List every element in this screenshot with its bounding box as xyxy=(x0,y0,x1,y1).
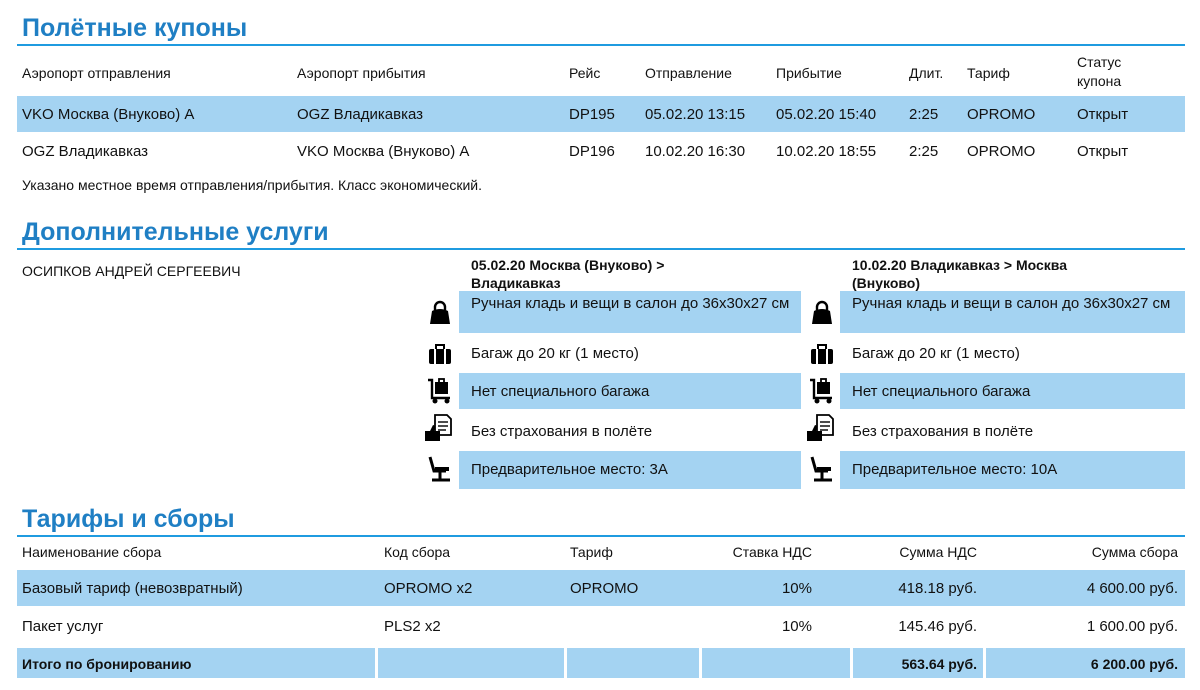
service-text: Нет специального багажа xyxy=(852,383,1031,400)
header-to: Аэропорт прибытия xyxy=(297,65,426,81)
service-text: Багаж до 20 кг (1 место) xyxy=(471,345,639,362)
coupon-arrival: 05.02.20 15:40 xyxy=(776,106,877,123)
coupon-fare: OPROMO xyxy=(967,143,1036,160)
luggage-cart-icon xyxy=(426,377,454,405)
summary-label: Итого по бронированию xyxy=(22,656,192,672)
header-duration: Длит. xyxy=(909,65,944,81)
fees-header-fare: Тариф xyxy=(570,544,613,560)
suitcase-icon xyxy=(808,340,836,368)
fee-code: PLS2 x2 xyxy=(384,618,441,635)
coupon-duration: 2:25 xyxy=(909,143,939,160)
summary-cell-bg xyxy=(567,648,699,678)
segment-route-line2: Владикавказ xyxy=(471,275,561,291)
coupon-to: OGZ Владикавказ xyxy=(297,106,424,123)
carry-on-bag-icon xyxy=(426,298,454,326)
fees-header-vat-sum: Сумма НДС xyxy=(899,544,977,560)
coupon-from: VKO Москва (Внуково) A xyxy=(22,106,195,123)
header-status-2: купона xyxy=(1077,73,1122,89)
coupon-status: Открыт xyxy=(1077,106,1129,123)
service-text: Нет специального багажа xyxy=(471,383,650,400)
fee-total: 1 600.00 руб. xyxy=(1086,618,1178,635)
insurance-document-icon xyxy=(424,414,452,442)
services-title: Дополнительные услуги xyxy=(22,218,329,246)
header-departure: Отправление xyxy=(645,65,732,81)
coupon-from: OGZ Владикавказ xyxy=(22,143,149,160)
coupon-flight: DP195 xyxy=(569,106,615,123)
insurance-document-icon xyxy=(806,414,834,442)
segment-route-line2: (Внуково) xyxy=(852,275,921,291)
summary-total: 6 200.00 руб. xyxy=(1090,656,1178,672)
header-fare: Тариф xyxy=(967,65,1010,81)
service-text: Ручная кладь и вещи в салон до 36х30х27 см xyxy=(852,295,1171,312)
summary-cell-bg xyxy=(378,648,564,678)
coupon-status: Открыт xyxy=(1077,143,1129,160)
fees-title: Тарифы и сборы xyxy=(22,505,235,533)
fee-name: Пакет услуг xyxy=(22,618,104,635)
service-text: Предварительное место: 3A xyxy=(471,461,668,478)
summary-vat-sum: 563.64 руб. xyxy=(901,656,977,672)
coupon-arrival: 10.02.20 18:55 xyxy=(776,143,877,160)
fee-code: OPROMO x2 xyxy=(384,580,473,597)
header-arrival: Прибытие xyxy=(776,65,842,81)
segment-route-line1: 05.02.20 Москва (Внуково) > xyxy=(471,257,665,273)
header-status-1: Статус xyxy=(1077,54,1122,70)
luggage-cart-icon xyxy=(808,377,836,405)
service-text: Предварительное место: 10A xyxy=(852,461,1058,478)
coupon-fare: OPROMO xyxy=(967,106,1036,123)
service-text: Без страхования в полёте xyxy=(471,423,653,440)
seat-icon xyxy=(808,455,836,483)
segment-route-line1: 10.02.20 Владикавказ > Москва xyxy=(852,257,1067,273)
fees-header-vat-rate: Ставка НДС xyxy=(732,544,812,560)
fee-total: 4 600.00 руб. xyxy=(1086,580,1178,597)
fees-rule xyxy=(17,535,1185,537)
fee-name: Базовый тариф (невозвратный) xyxy=(22,580,243,597)
fees-header-name: Наименование сбора xyxy=(22,544,162,560)
fees-header-code: Код сбора xyxy=(384,544,451,560)
coupon-duration: 2:25 xyxy=(909,106,939,123)
fee-vat-rate: 10% xyxy=(781,618,812,635)
coupons-title: Полётные купоны xyxy=(22,14,248,42)
service-text: Ручная кладь и вещи в салон до 36х30х27 см xyxy=(471,295,790,312)
summary-cell-bg xyxy=(702,648,850,678)
coupon-departure: 10.02.20 16:30 xyxy=(645,143,746,160)
suitcase-icon xyxy=(426,340,454,368)
service-text: Без страхования в полёте xyxy=(852,423,1034,440)
coupons-note: Указано местное время отправления/прибытия. Класс экономический. xyxy=(22,177,482,193)
coupons-rule xyxy=(17,44,1185,46)
fee-vat-rate: 10% xyxy=(781,580,812,597)
fee-fare: OPROMO xyxy=(570,580,639,597)
fee-vat-sum: 418.18 руб. xyxy=(898,580,977,597)
service-text: Багаж до 20 кг (1 место) xyxy=(852,345,1020,362)
passenger-name: ОСИПКОВ АНДРЕЙ СЕРГЕЕВИЧ xyxy=(22,263,241,279)
coupon-flight: DP196 xyxy=(569,143,615,160)
seat-icon xyxy=(426,455,454,483)
header-flight: Рейс xyxy=(569,65,601,81)
coupon-departure: 05.02.20 13:15 xyxy=(645,106,746,123)
services-rule xyxy=(17,248,1185,250)
fees-header-total: Сумма сбора xyxy=(1091,544,1178,560)
fee-vat-sum: 145.46 руб. xyxy=(898,618,977,635)
carry-on-bag-icon xyxy=(808,298,836,326)
coupon-to: VKO Москва (Внуково) A xyxy=(297,143,470,160)
header-from: Аэропорт отправления xyxy=(22,65,171,81)
